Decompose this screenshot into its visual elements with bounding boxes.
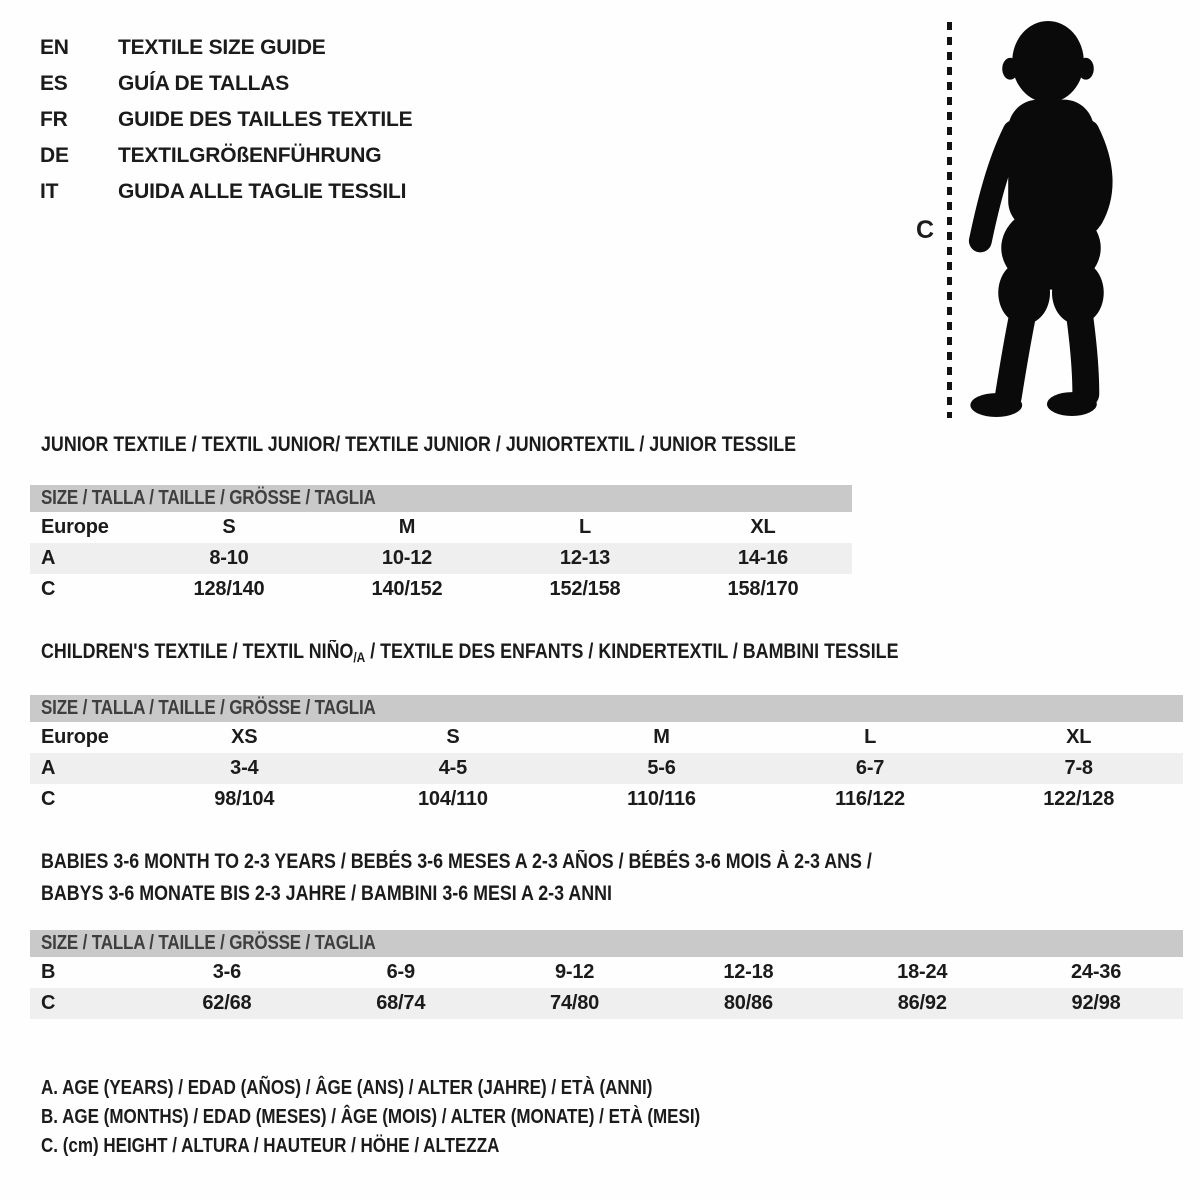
cell: XS: [231, 726, 258, 748]
legend-line-b-text: B. AGE (MONTHS) / EDAD (MESES) / ÂGE (MOIS) / ALTER (MONATE) / ETÀ (MESI): [41, 1106, 701, 1128]
legend-line-c-text: C. (cm) HEIGHT / ALTURA / HAUTEUR / HÖHE / ALTEZZA: [41, 1135, 500, 1157]
cell: 152/158: [549, 578, 621, 600]
cell: M: [398, 516, 416, 538]
legend-line-c: [41, 1132, 817, 1161]
children-heading-subscript: /A: [353, 649, 366, 665]
cell: 122/128: [1043, 788, 1115, 810]
cell: 9-12: [554, 961, 595, 983]
table-row: [30, 512, 852, 543]
language-list: [40, 30, 412, 210]
babies-heading-line1-text: BABIES 3-6 MONTH TO 2-3 YEARS / BEBÉS 3-6 MESES A 2-3 AÑOS / BÉBÉS 3-6 MOIS À 2-3 ANS /: [41, 850, 872, 873]
row-label: C: [41, 788, 56, 810]
junior-section-heading: [41, 433, 929, 457]
cell: 116/122: [835, 788, 905, 810]
legend-line-a: [41, 1074, 817, 1103]
size-table-header-text: SIZE / TALLA / TAILLE / GRÖSSE / TAGLIA: [41, 487, 376, 509]
cell: 3-4: [230, 757, 259, 779]
cell: 74/80: [550, 992, 600, 1014]
language-title: TEXTILE SIZE GUIDE: [118, 36, 326, 59]
language-title: GUÍA DE TALLAS: [118, 72, 290, 95]
children-size-table: [30, 695, 1183, 815]
table-row: [30, 574, 852, 605]
height-measure-line: [947, 22, 952, 418]
language-title: TEXTILGRÖßENFÜHRUNG: [118, 144, 382, 167]
language-code: FR: [40, 108, 68, 131]
cell: L: [864, 726, 877, 748]
size-table-header-text: SIZE / TALLA / TAILLE / GRÖSSE / TAGLIA: [41, 697, 376, 719]
junior-size-table: [30, 485, 852, 605]
language-row: [40, 30, 412, 66]
language-code: DE: [40, 144, 69, 167]
cell: 5-6: [647, 757, 676, 779]
row-label: C: [41, 992, 56, 1014]
size-table-header: [30, 930, 1183, 957]
language-row: [40, 66, 412, 102]
table-row: [30, 957, 1183, 988]
cell: 110/116: [627, 788, 696, 810]
cell: 80/86: [723, 992, 773, 1014]
table-row: [30, 988, 1183, 1019]
children-heading-post: / TEXTILE DES ENFANTS / KINDERTEXTIL / BAMBINI TESSILE: [365, 640, 899, 663]
cell: 92/98: [1071, 992, 1121, 1014]
cell: 140/152: [371, 578, 443, 600]
cell: 18-24: [897, 961, 948, 983]
row-label: B: [41, 961, 56, 983]
toddler-silhouette-icon: [955, 14, 1147, 422]
cell: 12-13: [559, 547, 611, 569]
language-code: IT: [40, 180, 59, 203]
table-row: [30, 784, 1183, 815]
cell: 86/92: [897, 992, 947, 1014]
cell: 158/170: [727, 578, 799, 600]
language-code: ES: [40, 72, 68, 95]
legend-line-a-text: A. AGE (YEARS) / EDAD (AÑOS) / ÂGE (ANS) / ALTER (JAHRE) / ETÀ (ANNI): [41, 1077, 653, 1099]
cell: 10-12: [381, 547, 433, 569]
cell: 7-8: [1064, 757, 1093, 779]
language-row: [40, 102, 412, 138]
cell: 6-9: [386, 961, 415, 983]
size-table-header-text: SIZE / TALLA / TAILLE / GRÖSSE / TAGLIA: [41, 932, 376, 954]
cell: 68/74: [376, 992, 426, 1014]
language-row: [40, 138, 412, 174]
row-label: C: [41, 578, 56, 600]
children-heading-pre: CHILDREN'S TEXTILE / TEXTIL NIÑO: [41, 640, 354, 663]
table-row: [30, 722, 1183, 753]
cell: S: [222, 516, 236, 538]
cell: XL: [1066, 726, 1092, 748]
size-table-header: [30, 695, 1183, 722]
row-label: Europe: [41, 516, 109, 538]
language-row: [40, 174, 412, 210]
cell: 12-18: [723, 961, 774, 983]
row-label: A: [41, 547, 56, 569]
size-table-header: [30, 485, 852, 512]
measurement-legend: [41, 1074, 817, 1161]
babies-size-table: [30, 930, 1183, 1019]
cell: S: [446, 726, 460, 748]
cell: 4-5: [438, 757, 468, 779]
cell: 6-7: [855, 757, 885, 779]
cell: 128/140: [193, 578, 265, 600]
children-section-heading-text: [41, 640, 898, 665]
babies-heading-line2-text: BABYS 3-6 MONATE BIS 2-3 JAHRE / BAMBINI 3-6 MESI A 2-3 ANNI: [41, 882, 612, 905]
cell: 8-10: [209, 547, 249, 569]
table-row: [30, 543, 852, 574]
cell: 62/68: [202, 992, 252, 1014]
cell: 98/104: [214, 788, 275, 810]
row-label: Europe: [41, 726, 109, 748]
language-title: GUIDE DES TAILLES TEXTILE: [118, 108, 413, 131]
row-label: A: [41, 757, 56, 779]
language-title: GUIDA ALLE TAGLIE TESSILI: [118, 180, 407, 203]
cell: 24-36: [1070, 961, 1122, 983]
cell: XL: [750, 516, 776, 538]
height-measure-label: C: [916, 216, 935, 244]
babies-section-heading-line1: [41, 850, 1019, 874]
table-row: [30, 753, 1183, 784]
children-section-heading: [41, 640, 1050, 665]
cell: 104/110: [417, 788, 488, 810]
legend-line-b: [41, 1103, 817, 1132]
cell: M: [653, 726, 670, 748]
language-code: EN: [40, 36, 69, 59]
cell: 3-6: [212, 961, 242, 983]
junior-section-heading-text: JUNIOR TEXTILE / TEXTIL JUNIOR/ TEXTILE JUNIOR / JUNIORTEXTIL / JUNIOR TESSILE: [41, 433, 797, 456]
babies-section-heading-line2: [41, 882, 713, 906]
cell: 14-16: [737, 547, 789, 569]
cell: L: [578, 516, 592, 538]
